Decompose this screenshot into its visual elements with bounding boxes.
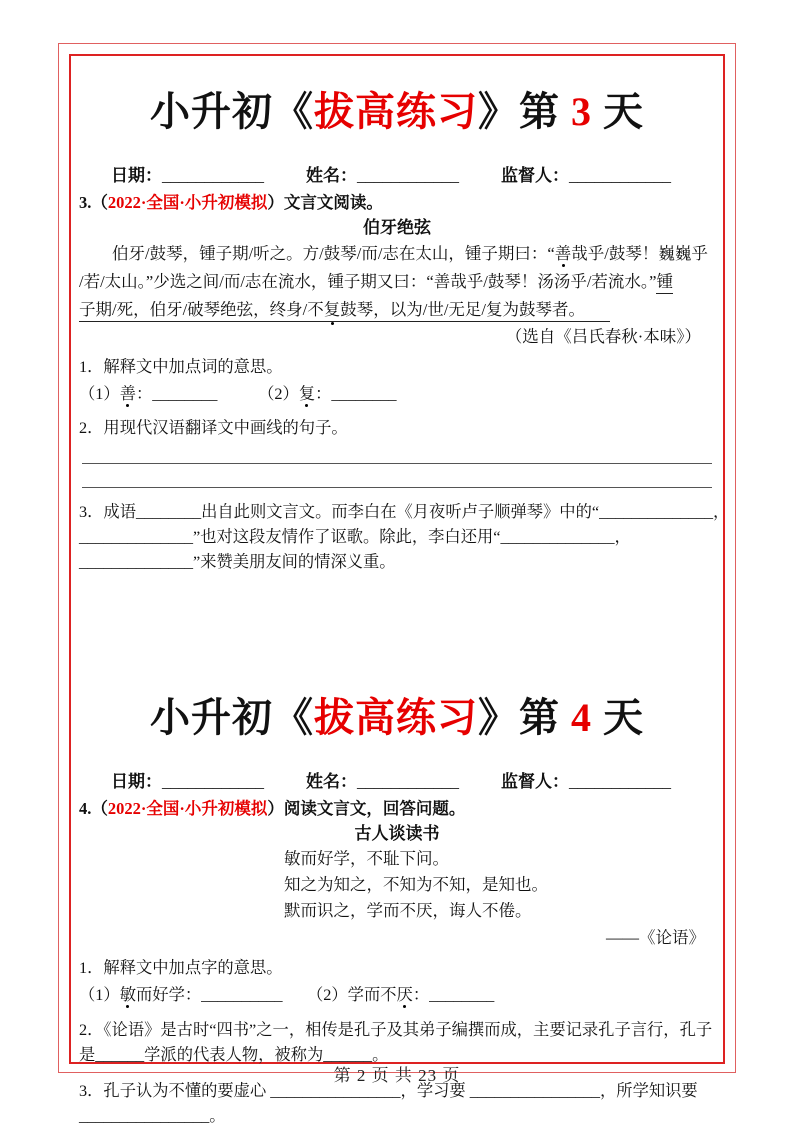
sub-question-3-line: 3．成语________出自此则文言文。而李白在《月夜听卢子顺弹琴》中的“______________， [79,501,730,521]
sub-question-3 [79,499,730,574]
day4-header-fields [111,769,715,794]
passage-line: 子期/死，伯牙/破琴绝弦，终身/不复鼓琴，以为/世/无足/复为鼓琴者。 [79,296,715,324]
sub-question-2-line: 2．《论语》是古时“四书”之一，相传是孔子及其弟子编撰而成，主要记录孔子言行，孔子 [79,1019,713,1039]
sub-question-1: 1．解释文中加点词的意思。 [79,356,283,376]
passage-source: ——《论语》 [606,927,705,947]
answer-line [82,464,712,488]
name-blank: ____________ [357,165,459,185]
name-blank: ____________ [357,771,459,791]
date-field [111,769,264,794]
name-label: 姓名： [306,771,357,791]
day3-title: 小升初《拔高练习》第 3 天 [150,88,644,134]
date-field [111,163,264,188]
question3-header: 3.（2022·全国·小升初模拟）文言文阅读。 [79,192,383,212]
supervisor-label: 监督人： [501,771,569,791]
poem-line: 敏而好学，不耻下问。 [284,848,449,868]
date-blank: ____________ [162,771,264,791]
sub-question-1: 1．解释文中加点字的意思。 [79,957,283,977]
name-field [306,163,459,188]
name-label: 姓名： [306,165,357,185]
sub-question-1-blanks: （1）善：________ （2）复：________ [79,383,397,403]
sub-question-2 [79,1017,715,1067]
supervisor-field [501,769,671,794]
sub-question-1-blanks: （1）敏而好学：__________ （2）学而不厌：________ [79,984,495,1004]
sub-question-3-line: ______________”来赞美朋友间的情深义重。 [79,551,396,571]
answer-line [82,440,712,464]
supervisor-label: 监督人： [501,165,569,185]
date-blank: ____________ [162,165,264,185]
day4-section [79,666,715,1128]
passage-body [284,846,715,924]
day4-title: 小升初《拔高练习》第 4 天 [150,694,644,740]
passage-line: /若/太山。”少选之间/而/志在流水，锺子期又曰：“善哉乎/鼓琴！汤汤乎/若流水。”锺 [79,268,715,296]
sub-question-3-line: 3．孔子认为不懂的要虚心 ________________，学习要 ________________，所学知识要 [79,1080,698,1100]
day3-section [79,60,730,574]
poem-line: 知之为知之，不知为不知，是知也。 [284,874,548,894]
passage-line: 伯牙/鼓琴，锺子期/听之。方/鼓琴/而/志在太山，锺子期曰：“善哉乎/鼓琴！巍巍乎 [112,243,708,263]
sub-question-3-line: ________________。 [79,1105,226,1125]
sub-question-2-line: 是______学派的代表人物，被称为______。 [79,1044,389,1064]
question4-header: 4.（2022·全国·小升初模拟）阅读文言文，回答问题。 [79,798,466,818]
date-label: 日期： [111,771,162,791]
poem-line: 默而识之，学而不厌，诲人不倦。 [284,900,532,920]
sub-question-3-line: ______________”也对这段友情作了讴歌。除此，李白还用“______________， [79,526,631,546]
supervisor-blank: ____________ [569,771,671,791]
passage-title: 古人谈读书 [354,823,440,843]
supervisor-blank: ____________ [569,165,671,185]
supervisor-field [501,163,671,188]
page-number: 第 2 页 共 23 页 [333,1066,461,1085]
sub-question-2: 2．用现代汉语翻译文中画线的句子。 [79,417,348,437]
date-label: 日期： [111,165,162,185]
passage-source: （选自《吕氏春秋·本味》） [505,326,701,346]
passage-title: 伯牙绝弦 [363,217,431,237]
name-field [306,769,459,794]
day3-header-fields [111,163,715,188]
